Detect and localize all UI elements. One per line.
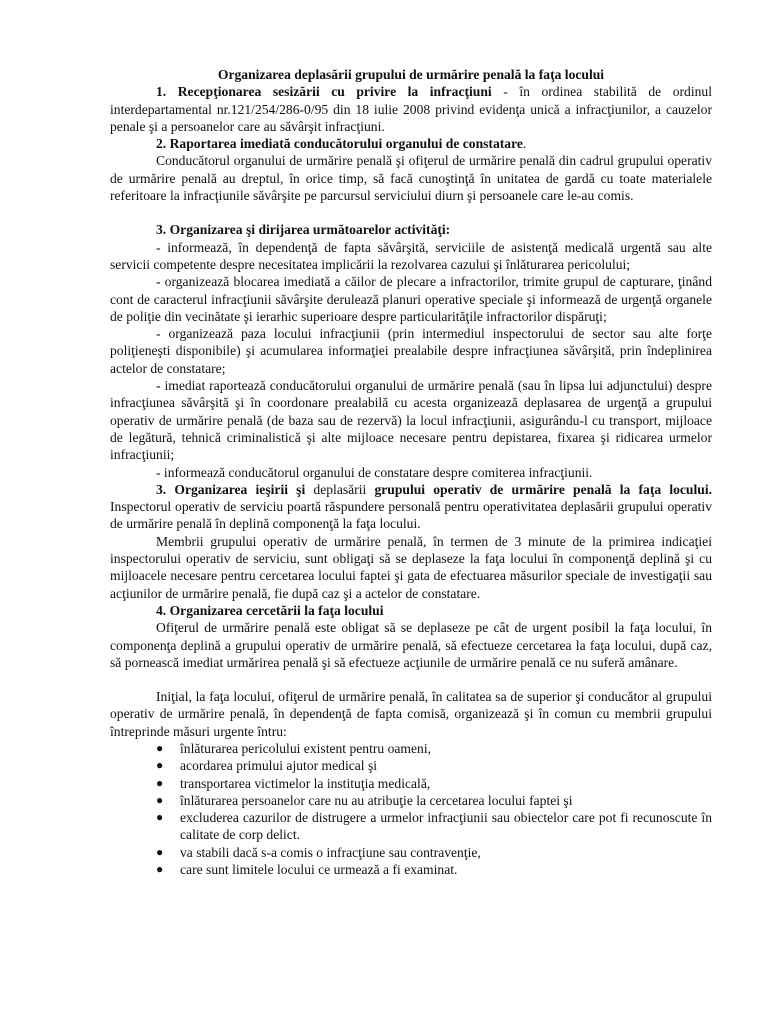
section-5-paragraph: Iniţial, la faţa locului, ofiţerul de urmărire penală, în calitatea sa de superior şi conducător al grupului operativ de urmărire penală, în dependenţă de fapta comisă, organizează şi în comun cu membrii grupului întreprinde măsuri urgente întru: [110, 689, 712, 739]
section-4-heading-line [110, 602, 712, 619]
section-3-item: - organizează paza locului infracţiunii (prin intermediul inspectorului de sector sau alte forţe poliţieneşti disponibile) şi acumularea informaţiei prealabile despre infracţiunea săvârşită, prin îndeplinirea actelor de constatare; [110, 326, 712, 376]
section-3-heading-text: 3. Organizarea şi dirijarea următoarelor activităţi: [156, 222, 451, 238]
section-3b-text: Inspectorul operativ de serviciu poartă răspundere personală pentru operativitatea deplasării grupului operativ de urmărire penală în deplină componenţă la faţa locului. [110, 499, 712, 532]
section-3-heading [110, 221, 712, 238]
spacer [110, 204, 712, 221]
section-3b-paragraph [110, 481, 712, 533]
document-title: Organizarea deplasării grupului de urmărire penală la faţa locului [217, 67, 605, 82]
bullet-icon: ● [156, 758, 164, 773]
section-1-text: - în ordinea stabilită de ordinul interdepartamental nr.121/254/286-0/95 din 18 iulie 2008 privind evidenţa unică a infracţiunilor, a cauzelor penale şi a persoanelor care au săvârşit infracţiuni. [110, 84, 713, 134]
section-2-heading-end: . [522, 136, 527, 152]
section-2-heading: 2. Raportarea imediată conducătorului organului de constatare [156, 136, 523, 152]
list-item [110, 740, 712, 757]
section-3b-heading-b: deplasării [305, 481, 375, 497]
bullet-icon: ● [156, 775, 164, 790]
section-3b-heading-a: 3. Organizarea ieşirii şi [156, 481, 306, 497]
list-item [110, 775, 712, 792]
list-item [110, 757, 712, 774]
section-4-heading: 4. Organizarea cercetării la faţa locului [156, 602, 384, 618]
section-3-item: - informează, în dependenţă de fapta săvârşită, serviciile de asistenţă medicală urgentă sau alte servicii competente despre necesitatea implicării la rezolvarea cazului şi înlăturarea pericolului; [110, 239, 712, 272]
list-item-text: va stabili dacă s-a comis o infracţiune sau contravenţie, [180, 844, 481, 860]
bullet-icon: ● [156, 810, 164, 825]
list-item [110, 861, 712, 878]
section-2-paragraph: Conducătorul organului de urmărire penală şi ofiţerul de urmărire penală din cadrul grupului operativ de urmărire penală au dreptul, în orice timp, să facă cunoştinţă în unitatea de gardă cu toate materialele referitoare la infracţiunile săvârşite pe parcursul serviciului diurn şi persoanele care le-au comis. [110, 153, 712, 204]
list-item-text: excluderea cazurilor de distrugere a urmelor infracţiunii sau obiectelor care pot fi recunoscute în calitate de corp delict. [180, 810, 712, 843]
list-item-text: acordarea primului ajutor medical şi [180, 758, 378, 774]
bullet-icon: ● [156, 844, 164, 859]
bullet-icon: ● [156, 740, 164, 755]
bullet-icon: ● [156, 792, 164, 807]
spacer [110, 671, 712, 688]
list-item-text: înlăturarea persoanelor care nu au atribuţie la cercetarea locului faptei şi [180, 792, 573, 808]
list-item-text: înlăturarea pericolului existent pentru oameni, [180, 740, 432, 756]
section-2-heading-line [110, 135, 712, 152]
section-3-item: - organizează blocarea imediată a căilor de plecare a infractorilor, trimite grupul de capturare, ţinând cont de caracterul infracţiunii săvârşite derulează planuri operative speciale şi informează de urgenţă organele de poliţie din vecinătate şi ierarhic superioare despre particularităţile infractorilor dispăruţi; [110, 274, 712, 324]
list-item-text: care sunt limitele locului ce urmează a fi examinat. [180, 862, 458, 878]
section-1-paragraph [110, 83, 712, 135]
list-item-text: transportarea victimelor la instituţia medicală, [180, 775, 431, 791]
measures-list [110, 740, 712, 878]
document-page [110, 66, 712, 878]
section-3b-members-paragraph: Membrii grupului operativ de urmărire penală, în termen de 3 minute de la primirea indicaţiei inspectorului operativ de serviciu, sunt obligaţi să se deplaseze la faţa locului în componenţă deplină şi cu mijloacele necesare pentru cercetarea locului faptei şi gata de efectuarea măsurilor speciale de investigaţii sau acţiunilor de urmărire penală, fie după caz şi a actelor de constatare. [110, 533, 712, 601]
section-1-heading: 1. Recepţionarea sesizării cu privire la infracţiuni [156, 84, 492, 100]
section-3-item: - informează conducătorul organului de constatare despre comiterea infracţiunii. [156, 464, 593, 480]
section-3b-heading-c: grupului operativ de urmărire penală la faţa locului. [374, 481, 712, 497]
list-item [110, 809, 712, 844]
bullet-icon: ● [156, 862, 164, 877]
section-3-item: - imediat raportează conducătorului organului de urmărire penală (sau în lipsa lui adjunctului) despre infracţiunea săvârşită şi în coordonare prealabilă cu acesta organizează deplasarea de urgenţă a grupului operativ de urmărire penală (de baza sau de rezervă) la locul infracţiunii, asigurându-l cu transport, mijloace de legătură, tehnică criminalistică şi alte mijloace necesare pentru depistarea, fixarea şi ridicarea urmelor infracţiunii; [110, 378, 712, 463]
section-4-paragraph: Ofiţerul de urmărire penală este obligat să se deplaseze pe cât de urgent posibil la faţa locului, în componenţa deplină a grupului operativ de urmărire penală, să efectueze cercetarea la faţa locului, după caz, să pornească imediat urmărirea penală şi să efectueze acţiunile de urmărire penală ce nu suferă amânare. [110, 620, 712, 670]
list-item [110, 844, 712, 861]
list-item [110, 792, 712, 809]
